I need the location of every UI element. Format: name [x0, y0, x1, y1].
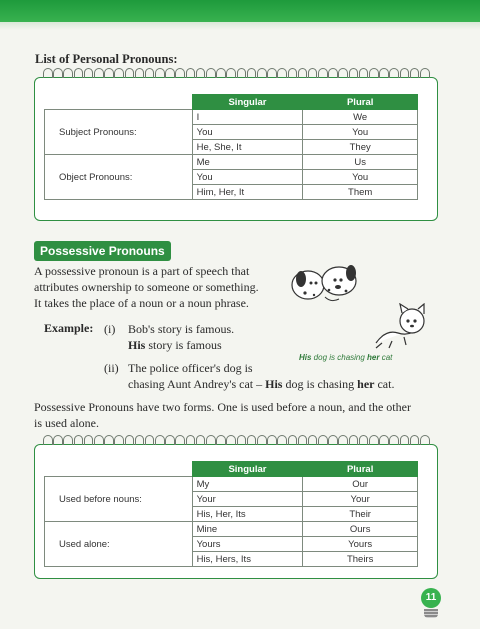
- header-plural: Plural: [303, 462, 418, 477]
- spiral-coil: [389, 68, 399, 78]
- table-row: [45, 110, 418, 125]
- cell-plural: Them: [303, 185, 418, 200]
- personal-pronouns-table: [44, 94, 418, 200]
- spiral-coil: [369, 68, 379, 78]
- spiral-coil: [410, 68, 420, 78]
- spiral-coil: [349, 68, 359, 78]
- cell-plural: Us: [303, 155, 418, 170]
- row-label-before-nouns: Used before nouns:: [45, 477, 193, 522]
- spiral-coil: [400, 68, 410, 78]
- notebook-card-possessive: [34, 444, 438, 579]
- spiral-coil: [94, 435, 104, 445]
- spiral-coil: [135, 435, 145, 445]
- spiral-coil: [104, 68, 114, 78]
- spiral-coil: [379, 68, 389, 78]
- caption-his: His: [299, 353, 312, 362]
- cell-singular: Yours: [192, 537, 303, 552]
- caption-end: cat: [379, 353, 393, 362]
- spiral-coil: [359, 435, 369, 445]
- example-i-number: (i): [104, 322, 116, 336]
- example-ii-line2: [128, 376, 394, 392]
- cell-singular: My: [192, 477, 303, 492]
- dog-caption: [299, 353, 392, 362]
- intro-line: It takes the place of a noun or a noun phrase.: [34, 296, 249, 310]
- cell-singular: You: [192, 125, 303, 140]
- spiral-coil: [420, 435, 430, 445]
- spiral-coil: [267, 68, 277, 78]
- spiral-coil: [257, 68, 267, 78]
- cell-plural: You: [303, 170, 418, 185]
- top-bar-shadow: [0, 22, 480, 30]
- example-i-line2: [128, 337, 222, 353]
- cell-plural: You: [303, 125, 418, 140]
- spiral-coil: [104, 435, 114, 445]
- caption-her: her: [367, 353, 380, 362]
- spiral-coil: [298, 68, 308, 78]
- spiral-coil: [247, 435, 257, 445]
- bulb-base: [424, 609, 438, 618]
- spiral-coil: [359, 68, 369, 78]
- spiral-coil: [145, 435, 155, 445]
- row-label-alone: Used alone:: [45, 522, 193, 567]
- spiral-coil: [53, 435, 63, 445]
- spiral-coil: [298, 435, 308, 445]
- spiral-coil: [226, 435, 236, 445]
- row-label-subject: Subject Pronouns:: [45, 110, 193, 155]
- spiral-coil: [318, 68, 328, 78]
- ii-part-e: cat.: [374, 377, 395, 391]
- spiral-coil: [135, 68, 145, 78]
- spiral-coil: [400, 435, 410, 445]
- spiral-binding: [43, 435, 430, 451]
- cell-plural: Theirs: [303, 552, 418, 567]
- table-row: [45, 522, 418, 537]
- spiral-coil: [74, 68, 84, 78]
- spiral-binding: [43, 68, 430, 84]
- ii-part-b: His: [265, 377, 283, 391]
- spiral-coil: [216, 68, 226, 78]
- spiral-coil: [175, 435, 185, 445]
- spiral-coil: [267, 435, 277, 445]
- spiral-coil: [369, 435, 379, 445]
- forms-paragraph: [34, 399, 454, 431]
- spiral-coil: [114, 435, 124, 445]
- bold-his: His: [128, 338, 146, 352]
- cell-plural: Our: [303, 477, 418, 492]
- spiral-coil: [206, 68, 216, 78]
- ii-part-d: her: [357, 377, 375, 391]
- spiral-coil: [63, 435, 73, 445]
- spiral-coil: [389, 435, 399, 445]
- spiral-coil: [155, 435, 165, 445]
- spiral-coil: [165, 435, 175, 445]
- cell-plural: We: [303, 110, 418, 125]
- spiral-coil: [186, 68, 196, 78]
- cell-singular: Me: [192, 155, 303, 170]
- spiral-coil: [277, 68, 287, 78]
- intro-line: A possessive pronoun is a part of speech that: [34, 264, 250, 278]
- table-row: [45, 477, 418, 492]
- header-plural: Plural: [303, 95, 418, 110]
- intro-paragraph: [34, 263, 284, 311]
- table-row: [45, 155, 418, 170]
- spiral-coil: [84, 435, 94, 445]
- ii-part-a: chasing Aunt Andrey's cat –: [128, 377, 266, 391]
- notebook-card-personal: [34, 77, 438, 221]
- header-singular: Singular: [192, 95, 303, 110]
- spiral-coil: [155, 68, 165, 78]
- spiral-coil: [237, 435, 247, 445]
- spiral-coil: [94, 68, 104, 78]
- possessive-pronouns-table: [44, 461, 418, 567]
- spiral-coil: [288, 435, 298, 445]
- list-title: List of Personal Pronouns:: [35, 52, 178, 66]
- spiral-coil: [226, 68, 236, 78]
- spiral-coil: [186, 435, 196, 445]
- spiral-coil: [63, 68, 73, 78]
- spiral-coil: [145, 68, 155, 78]
- top-green-bar: [0, 0, 480, 22]
- header-singular: Singular: [192, 462, 303, 477]
- cell-plural: They: [303, 140, 418, 155]
- spiral-coil: [308, 68, 318, 78]
- spiral-coil: [410, 435, 420, 445]
- spiral-coil: [420, 68, 430, 78]
- spiral-coil: [216, 435, 226, 445]
- cell-singular: Him, Her, It: [192, 185, 303, 200]
- forms-line: Possessive Pronouns have two forms. One is used before a noun, and the other: [34, 400, 411, 414]
- cell-singular: Your: [192, 492, 303, 507]
- table-header-row: [45, 462, 418, 477]
- cell-singular: He, She, It: [192, 140, 303, 155]
- dalmatian-puppies-illustration: [283, 257, 365, 307]
- spiral-coil: [338, 435, 348, 445]
- example-ii-line1: The police officer's dog is: [128, 361, 253, 375]
- row-label-object: Object Pronouns:: [45, 155, 193, 200]
- caption-mid: dog is chasing: [311, 353, 368, 362]
- spiral-coil: [43, 68, 53, 78]
- spiral-coil: [114, 68, 124, 78]
- spiral-coil: [338, 68, 348, 78]
- cell-singular: I: [192, 110, 303, 125]
- example-i-line1: Bob's story is famous.: [128, 322, 235, 336]
- spiral-coil: [328, 435, 338, 445]
- cell-plural: Their: [303, 507, 418, 522]
- spiral-coil: [196, 68, 206, 78]
- spiral-coil: [43, 435, 53, 445]
- spiral-coil: [53, 68, 63, 78]
- intro-line: attributes ownership to someone or something.: [34, 280, 259, 294]
- spiral-coil: [308, 435, 318, 445]
- spiral-coil: [165, 68, 175, 78]
- spiral-coil: [288, 68, 298, 78]
- ii-part-c: dog is chasing: [282, 377, 358, 391]
- forms-line: is used alone.: [34, 416, 99, 430]
- spiral-coil: [237, 68, 247, 78]
- cell-singular: His, Her, Its: [192, 507, 303, 522]
- cell-singular: His, Hers, Its: [192, 552, 303, 567]
- spiral-coil: [84, 68, 94, 78]
- spiral-coil: [196, 435, 206, 445]
- example-label: Example:: [44, 321, 94, 335]
- spiral-coil: [328, 68, 338, 78]
- spiral-coil: [206, 435, 216, 445]
- cell-plural: Your: [303, 492, 418, 507]
- cell-singular: You: [192, 170, 303, 185]
- page-number-bulb: 11: [421, 588, 441, 608]
- spiral-coil: [318, 435, 328, 445]
- spiral-coil: [125, 68, 135, 78]
- cell-plural: Ours: [303, 522, 418, 537]
- example-ii-number: (ii): [104, 361, 119, 375]
- spiral-coil: [349, 435, 359, 445]
- section-title: Possessive Pronouns: [34, 241, 171, 261]
- spiral-coil: [175, 68, 185, 78]
- kitten-illustration: [368, 303, 434, 351]
- table-header-row: [45, 95, 418, 110]
- spiral-coil: [277, 435, 287, 445]
- cell-singular: Mine: [192, 522, 303, 537]
- example-i-line2-rest: story is famous: [145, 338, 222, 352]
- spiral-coil: [247, 68, 257, 78]
- spiral-coil: [125, 435, 135, 445]
- cell-plural: Yours: [303, 537, 418, 552]
- spiral-coil: [74, 435, 84, 445]
- spiral-coil: [257, 435, 267, 445]
- spiral-coil: [379, 435, 389, 445]
